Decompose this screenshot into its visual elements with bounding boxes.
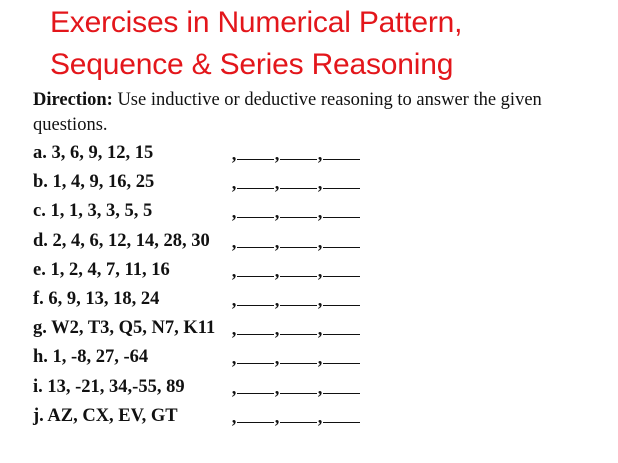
answer-blank[interactable] bbox=[323, 347, 360, 364]
question-text: e. 1, 2, 4, 7, 11, 16 bbox=[33, 259, 170, 280]
comma-separator: , bbox=[231, 203, 237, 224]
answer-blank[interactable] bbox=[280, 260, 317, 277]
answer-blank[interactable] bbox=[323, 201, 360, 218]
answer-blank[interactable] bbox=[323, 318, 360, 335]
comma-separator: , bbox=[274, 407, 280, 428]
answer-blanks bbox=[231, 289, 360, 312]
answer-blank[interactable] bbox=[280, 318, 317, 335]
comma-separator: , bbox=[274, 145, 280, 165]
question-row bbox=[33, 375, 373, 404]
question-row bbox=[33, 287, 373, 316]
title-line-1: Exercises in Numerical Pattern, bbox=[50, 6, 463, 39]
comma-separator: , bbox=[231, 407, 237, 428]
comma-separator: , bbox=[231, 261, 237, 282]
comma-separator: , bbox=[317, 349, 323, 370]
answer-blank[interactable] bbox=[237, 289, 274, 306]
answer-blank[interactable] bbox=[237, 318, 274, 335]
comma-separator: , bbox=[274, 174, 280, 195]
answer-blank[interactable] bbox=[237, 377, 274, 394]
comma-separator: , bbox=[317, 407, 323, 428]
answer-blank[interactable] bbox=[280, 231, 317, 248]
answer-blank[interactable] bbox=[237, 231, 274, 248]
answer-blank[interactable] bbox=[280, 172, 317, 189]
answer-blanks bbox=[231, 260, 360, 283]
answer-blank[interactable] bbox=[280, 347, 317, 364]
comma-separator: , bbox=[274, 378, 280, 399]
answer-blanks bbox=[231, 377, 360, 400]
answer-blank[interactable] bbox=[280, 377, 317, 394]
answer-blank[interactable] bbox=[237, 143, 274, 160]
question-row bbox=[33, 404, 373, 433]
answer-blank[interactable] bbox=[323, 172, 360, 189]
question-row bbox=[33, 345, 373, 374]
direction-text: Use inductive or deductive reasoning to answer the given questions. bbox=[33, 90, 542, 135]
answer-blank[interactable] bbox=[323, 406, 360, 423]
comma-separator: , bbox=[317, 290, 323, 311]
comma-separator: , bbox=[317, 261, 323, 282]
comma-separator: , bbox=[274, 290, 280, 311]
question-text: f. 6, 9, 13, 18, 24 bbox=[33, 288, 160, 309]
comma-separator: , bbox=[274, 232, 280, 253]
answer-blank[interactable] bbox=[237, 406, 274, 423]
answer-blank[interactable] bbox=[323, 377, 360, 394]
comma-separator: , bbox=[317, 203, 323, 224]
answer-blanks bbox=[231, 201, 360, 224]
answer-blanks bbox=[231, 347, 360, 370]
answer-blank[interactable] bbox=[323, 231, 360, 248]
comma-separator: , bbox=[317, 145, 323, 165]
answer-blanks bbox=[231, 318, 360, 341]
question-text: g. W2, T3, Q5, N7, K11 bbox=[33, 318, 216, 339]
question-text: i. 13, -21, 34,-55, 89 bbox=[33, 376, 185, 397]
question-row bbox=[33, 229, 373, 258]
question-row bbox=[33, 258, 373, 287]
comma-separator: , bbox=[274, 203, 280, 224]
page-title bbox=[50, 2, 462, 86]
comma-separator: , bbox=[274, 261, 280, 282]
answer-blanks bbox=[231, 406, 360, 429]
direction-label: Direction: bbox=[33, 90, 113, 110]
title-line-2: Sequence & Series Reasoning bbox=[50, 48, 454, 81]
question-list bbox=[33, 141, 373, 433]
answer-blank[interactable] bbox=[280, 143, 317, 160]
answer-blank[interactable] bbox=[237, 260, 274, 277]
question-text: c. 1, 1, 3, 3, 5, 5 bbox=[33, 201, 153, 222]
answer-blank[interactable] bbox=[237, 201, 274, 218]
comma-separator: , bbox=[231, 232, 237, 253]
comma-separator: , bbox=[231, 349, 237, 370]
comma-separator: , bbox=[317, 174, 323, 195]
question-text: a. 3, 6, 9, 12, 15 bbox=[33, 143, 154, 163]
answer-blank[interactable] bbox=[237, 172, 274, 189]
answer-blank[interactable] bbox=[323, 289, 360, 306]
question-row bbox=[33, 170, 373, 199]
answer-blank[interactable] bbox=[280, 289, 317, 306]
comma-separator: , bbox=[231, 378, 237, 399]
question-text: j. AZ, CX, EV, GT bbox=[33, 405, 178, 426]
question-row bbox=[33, 316, 373, 345]
comma-separator: , bbox=[231, 320, 237, 341]
question-text: b. 1, 4, 9, 16, 25 bbox=[33, 172, 155, 193]
answer-blanks bbox=[231, 143, 360, 166]
comma-separator: , bbox=[317, 320, 323, 341]
answer-blanks bbox=[231, 172, 360, 195]
answer-blank[interactable] bbox=[323, 143, 360, 160]
answer-blanks bbox=[231, 231, 360, 254]
direction-paragraph bbox=[33, 88, 563, 138]
comma-separator: , bbox=[231, 174, 237, 195]
question-row bbox=[33, 141, 373, 170]
question-text: d. 2, 4, 6, 12, 14, 28, 30 bbox=[33, 230, 210, 251]
answer-blank[interactable] bbox=[323, 260, 360, 277]
comma-separator: , bbox=[317, 378, 323, 399]
answer-blank[interactable] bbox=[280, 201, 317, 218]
comma-separator: , bbox=[274, 349, 280, 370]
comma-separator: , bbox=[231, 145, 237, 165]
comma-separator: , bbox=[274, 320, 280, 341]
answer-blank[interactable] bbox=[280, 406, 317, 423]
question-text: h. 1, -8, 27, -64 bbox=[33, 347, 149, 368]
comma-separator: , bbox=[231, 290, 237, 311]
comma-separator: , bbox=[317, 232, 323, 253]
answer-blank[interactable] bbox=[237, 347, 274, 364]
question-row bbox=[33, 199, 373, 228]
